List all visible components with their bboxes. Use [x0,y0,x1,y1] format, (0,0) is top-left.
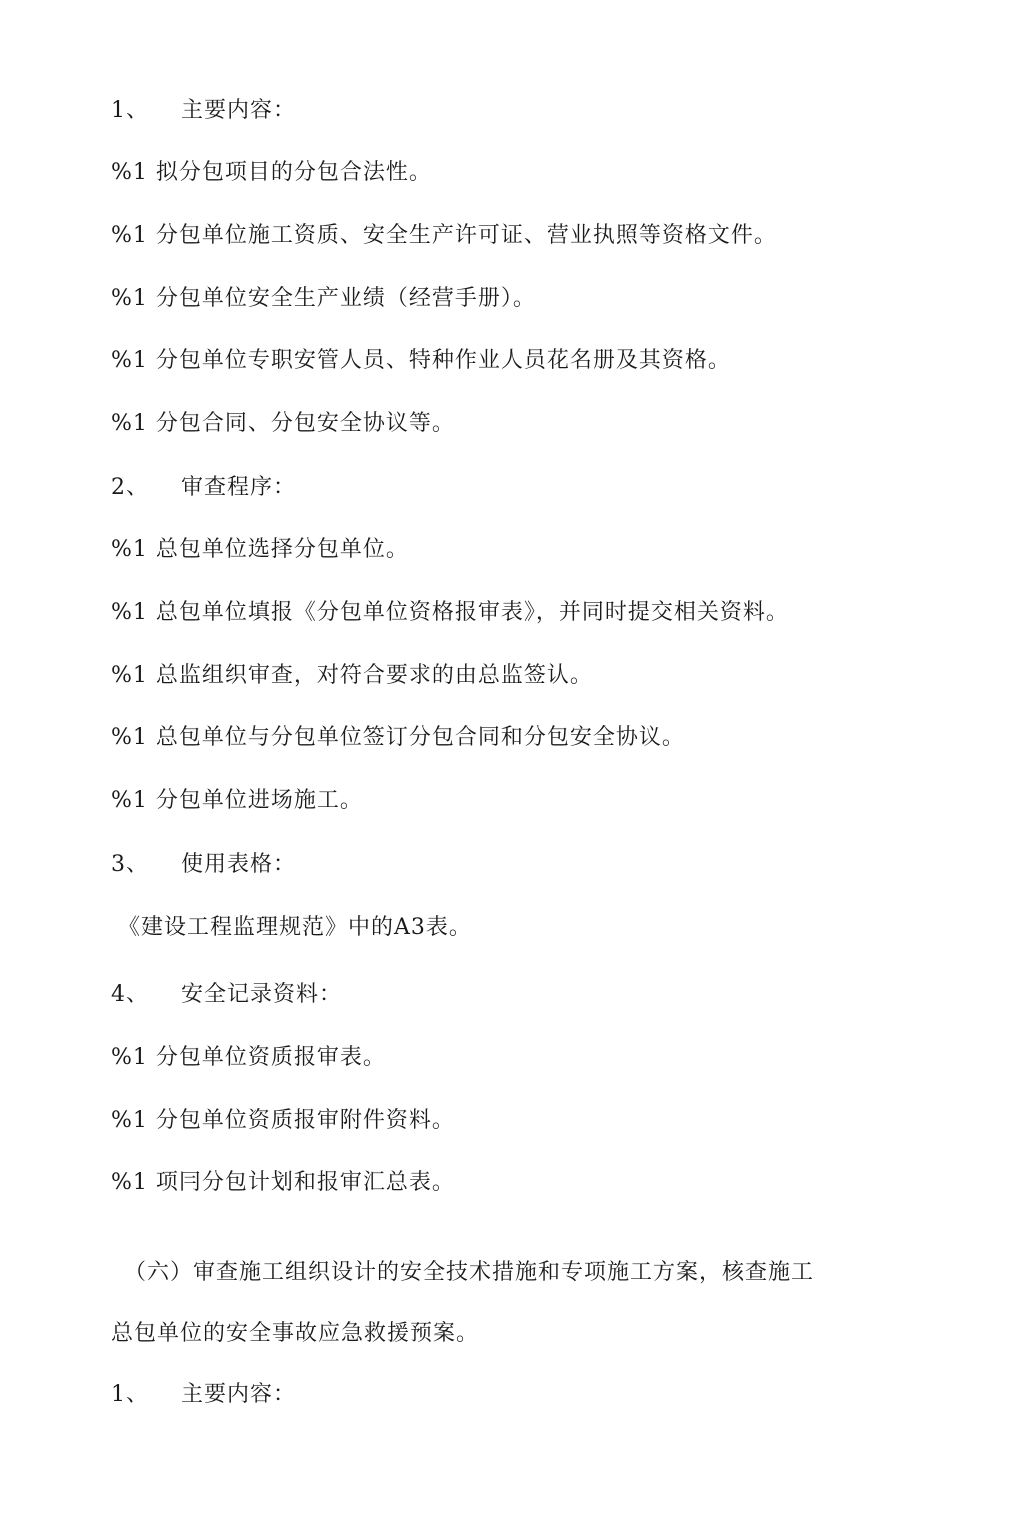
list-item-text: 分包单位安全生产业绩（经营手册）。 [155,286,536,311]
list-bullet: %1 总包单位填报《分包单位资格报审表》，并同时提交相关资料。 [111,600,789,625]
list-bullet: %1 分包单位安全生产业绩（经营手册）。 [111,286,536,311]
list-item-text: 总包单位选择分包单位。 [155,537,409,562]
forms-body-text: 《建设工程监理规范》中的A3表。 [118,915,472,940]
list-item-text: 分包单位施工资质、安全生产许可证、营业执照等资格文件。 [155,223,777,248]
heading-number: 1、 [111,1382,149,1407]
list-bullet: %1 分包单位进场施工。 [111,788,363,813]
paragraph-text: （六）审查施工组织设计的安全技术措施和专项施工方案，核查施工 [124,1260,815,1285]
list-item-text: 分包合同、分包安全协议等。 [155,411,455,436]
list-bullet: %1 分包单位资质报审附件资料。 [111,1108,455,1133]
heading-text: 安全记录资料： [181,982,343,1007]
list-item-text: 分包单位进场施工。 [155,788,363,813]
list-bullet: %1 总包单位选择分包单位。 [111,537,409,562]
heading-text: 审查程序： [181,475,297,500]
list-bullet: %1 分包单位专职安管人员、特种作业人员花名册及其资格。 [111,348,731,373]
list-item-text: 总包单位与分包单位签订分包合同和分包安全协议。 [155,725,685,750]
heading-number: 4、 [111,982,149,1007]
heading-number: 2、 [111,475,149,500]
heading-number: 3、 [111,852,149,877]
list-bullet: %1 分包单位施工资质、安全生产许可证、营业执照等资格文件。 [111,223,777,248]
list-bullet: %1 总包单位与分包单位签订分包合同和分包安全协议。 [111,725,685,750]
list-bullet: %1 总监组织审查，对符合要求的由总监签认。 [111,663,593,688]
list-bullet: %1 项冃分包计划和报审汇总表。 [111,1170,455,1195]
heading-text: 主要内容： [181,1382,297,1407]
heading-number: 1、 [111,98,149,123]
list-bullet: %1 拟分包项目的分包合法性。 [111,160,432,185]
list-item-text: 分包单位专职安管人员、特种作业人员花名册及其资格。 [155,348,731,373]
list-item-text: 分包单位资质报审表。 [155,1045,386,1070]
paragraph-text: 总包单位的安全事故应急救援预案。 [111,1321,480,1346]
list-item-text: 项冃分包计划和报审汇总表。 [155,1170,455,1195]
heading-text: 使用表格： [181,852,297,877]
list-bullet: %1 分包合同、分包安全协议等。 [111,411,455,436]
list-item-text: 总包单位填报《分包单位资格报审表》，并同时提交相关资料。 [155,600,789,625]
heading-text: 主要内容： [181,98,297,123]
list-item-text: 总监组织审查，对符合要求的由总监签认。 [155,663,593,688]
list-item-text: 拟分包项目的分包合法性。 [155,160,432,185]
list-item-text: 分包单位资质报审附件资料。 [155,1108,455,1133]
list-bullet: %1 分包单位资质报审表。 [111,1045,386,1070]
